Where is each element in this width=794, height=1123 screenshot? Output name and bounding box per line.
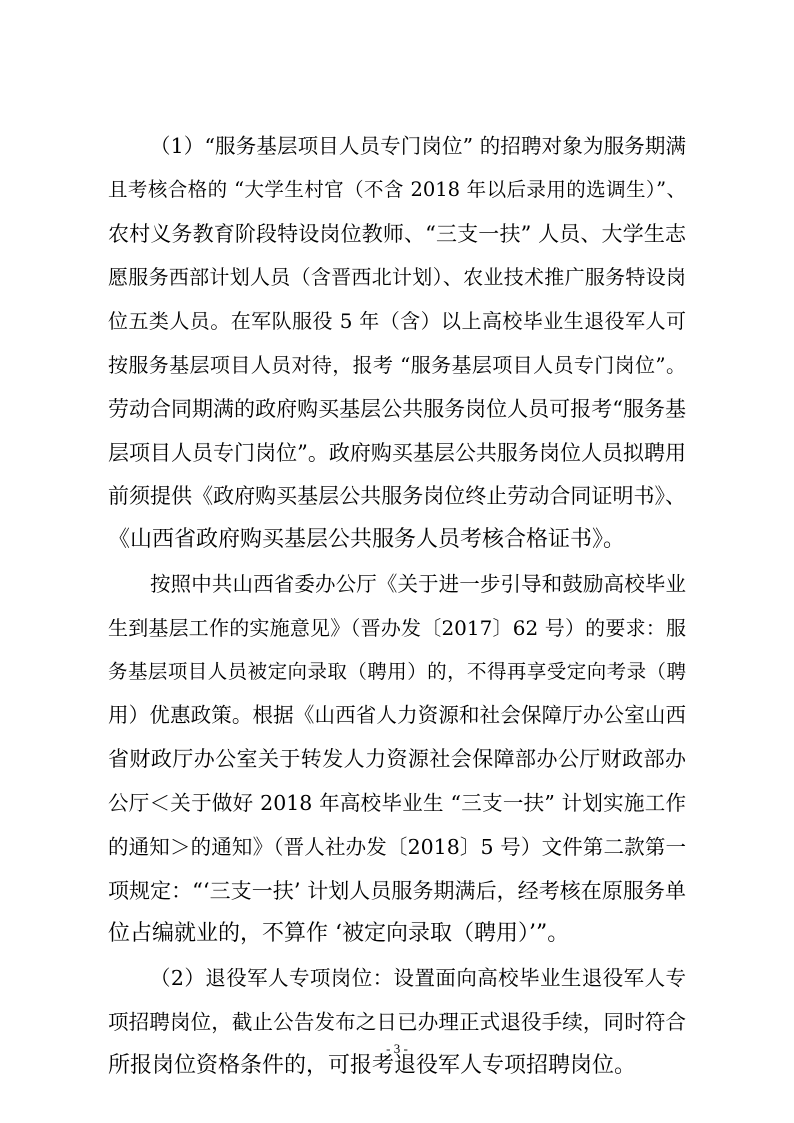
text-line: 所报岗位资格条件的，可报考退役军人专项招聘岗位。 [108,1053,637,1078]
text-line: 公厅＜关于做好 2018 年高校毕业生 “三支一扶” 计划实施工作 [108,791,686,815]
text-line: 前须提供《政府购买基层公共服务岗位终止劳动合同证明书》、 [108,484,686,508]
text-line: 生到基层工作的实施意见》（晋办发〔2017〕62 号）的要求：服 [108,616,686,640]
text-line: （2）退役军人专项岗位：设置面向高校毕业生退役军人专 [150,966,686,990]
text-line: 用）优惠政策。根据《山西省人力资源和社会保障厅办公室山西 [108,703,686,727]
text-line: 按服务基层项目人员对待，报考 “服务基层项目人员专门岗位”。 [108,353,686,377]
text-line: 位五类人员。在军队服役 5 年（含）以上高校毕业生退役军人可 [108,309,686,333]
text-line: 按照中共山西省委办公厅《关于进一步引导和鼓励高校毕业 [150,572,686,596]
text-line: 且考核合格的 “大学生村官（不含 2018 年以后录用的选调生）”、 [108,178,686,201]
text-line: 务基层项目人员被定向录取（聘用）的，不得再享受定向考录（聘 [108,660,686,683]
text-line: 的通知＞的通知》（晋人社办发〔2018〕5 号）文件第二款第一 [108,835,686,859]
text-line: 项规定：“‘三支一扶’ 计划人员服务期满后，经考核在原服务单 [108,879,686,903]
text-line: 农村义务教育阶段特设岗位教师、“三支一扶” 人员、大学生志 [108,222,686,246]
text-line: （1）“服务基层项目人员专门岗位” 的招聘对象为服务期满 [150,134,686,158]
text-line: 《山西省政府购买基层公共服务人员考核合格证书》。 [108,527,626,552]
page-number: - 3 - [386,1041,408,1056]
text-line: 位占编就业的，不算作 ‘被定向录取（聘用）’”。 [108,921,570,946]
text-line: 愿服务西部计划人员（含晋西北计划）、农业技术推广服务特设岗 [108,265,686,289]
text-line: 项招聘岗位，截止公告发布之日已办理正式退役手续，同时符合 [108,1010,686,1034]
text-line: 层项目人员专门岗位”。政府购买基层公共服务岗位人员拟聘用 [108,441,686,465]
text-line: 劳动合同期满的政府购买基层公共服务岗位人员可报考“服务基 [108,397,686,421]
text-line: 省财政厅办公室关于转发人力资源社会保障部办公厅财政部办 [108,747,686,771]
